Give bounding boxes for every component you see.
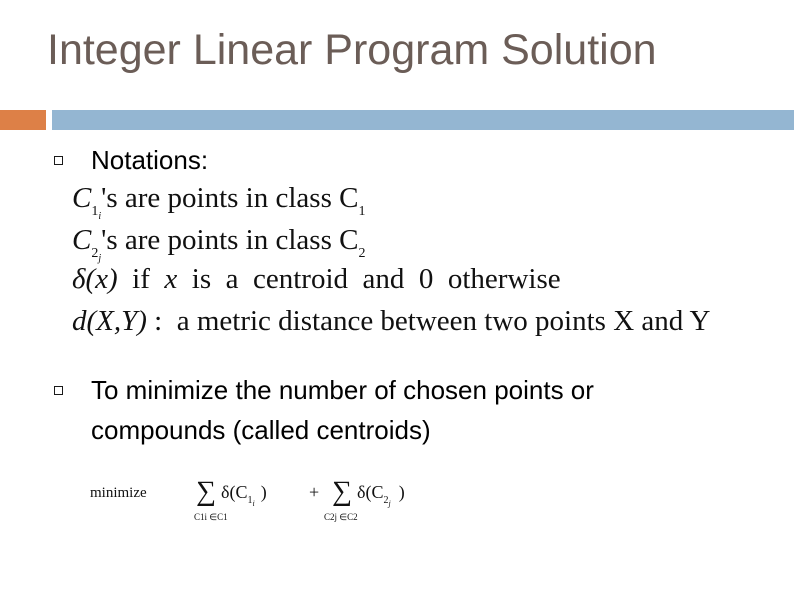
notation-line-3: [72, 263, 561, 296]
subsub: j: [98, 253, 102, 264]
accent-bar: [0, 110, 46, 130]
term-1-sub: 1: [247, 495, 253, 506]
term-2-close: ): [398, 482, 405, 502]
sub: 1: [91, 204, 99, 219]
text: if: [117, 263, 165, 295]
bullet-line-2: compounds (called centroids): [91, 415, 431, 445]
formula-label: minimize: [90, 485, 147, 501]
objective-formula: [90, 476, 450, 530]
bullet-line-1: To minimize the number of chosen points or: [91, 375, 594, 405]
term-1-subsub: i: [252, 499, 255, 508]
sum-index-1: C1i ∈C1: [194, 512, 228, 522]
term-2: [357, 482, 405, 508]
notation-line-2: [72, 224, 366, 264]
plus-sign: +: [309, 482, 320, 502]
sum-symbol-2: ∑: [332, 476, 352, 507]
bullet-notations: Notations:: [91, 145, 209, 175]
x-var: x: [164, 263, 178, 295]
distance-func: d(X,Y): [72, 305, 147, 337]
term-1-close: ): [260, 482, 267, 502]
notation-text: 's are points in class C: [101, 182, 359, 214]
bullet-square-icon: [54, 386, 63, 395]
term-2-sub: 2: [383, 495, 389, 506]
subsub: i: [98, 211, 102, 222]
var-c: C: [72, 224, 92, 256]
text: is a centroid and 0 otherwise: [177, 263, 561, 295]
term-1-main: δ(C: [221, 482, 248, 502]
end-sub: 1: [358, 204, 366, 219]
sum-index-2: C2j ∈C2: [324, 512, 358, 522]
bullet-square-icon: [54, 156, 63, 165]
var-c: C: [72, 182, 92, 214]
notation-text: 's are points in class C: [101, 224, 359, 256]
sum-symbol-1: ∑: [196, 476, 216, 507]
term-1: [221, 482, 267, 508]
end-sub: 2: [358, 246, 366, 261]
bullet-minimize-text: [91, 370, 594, 450]
term-2-main: δ(C: [357, 482, 384, 502]
slide-title: Integer Linear Program Solution: [47, 26, 657, 74]
text: : a metric distance between two points X and Y: [146, 305, 711, 337]
notation-line-4: [72, 305, 710, 338]
sub: 2: [91, 246, 99, 261]
term-2-subsub: j: [388, 499, 391, 508]
header-bar: [52, 110, 794, 130]
delta-func: δ(x): [72, 263, 118, 295]
notation-line-1: [72, 182, 366, 222]
